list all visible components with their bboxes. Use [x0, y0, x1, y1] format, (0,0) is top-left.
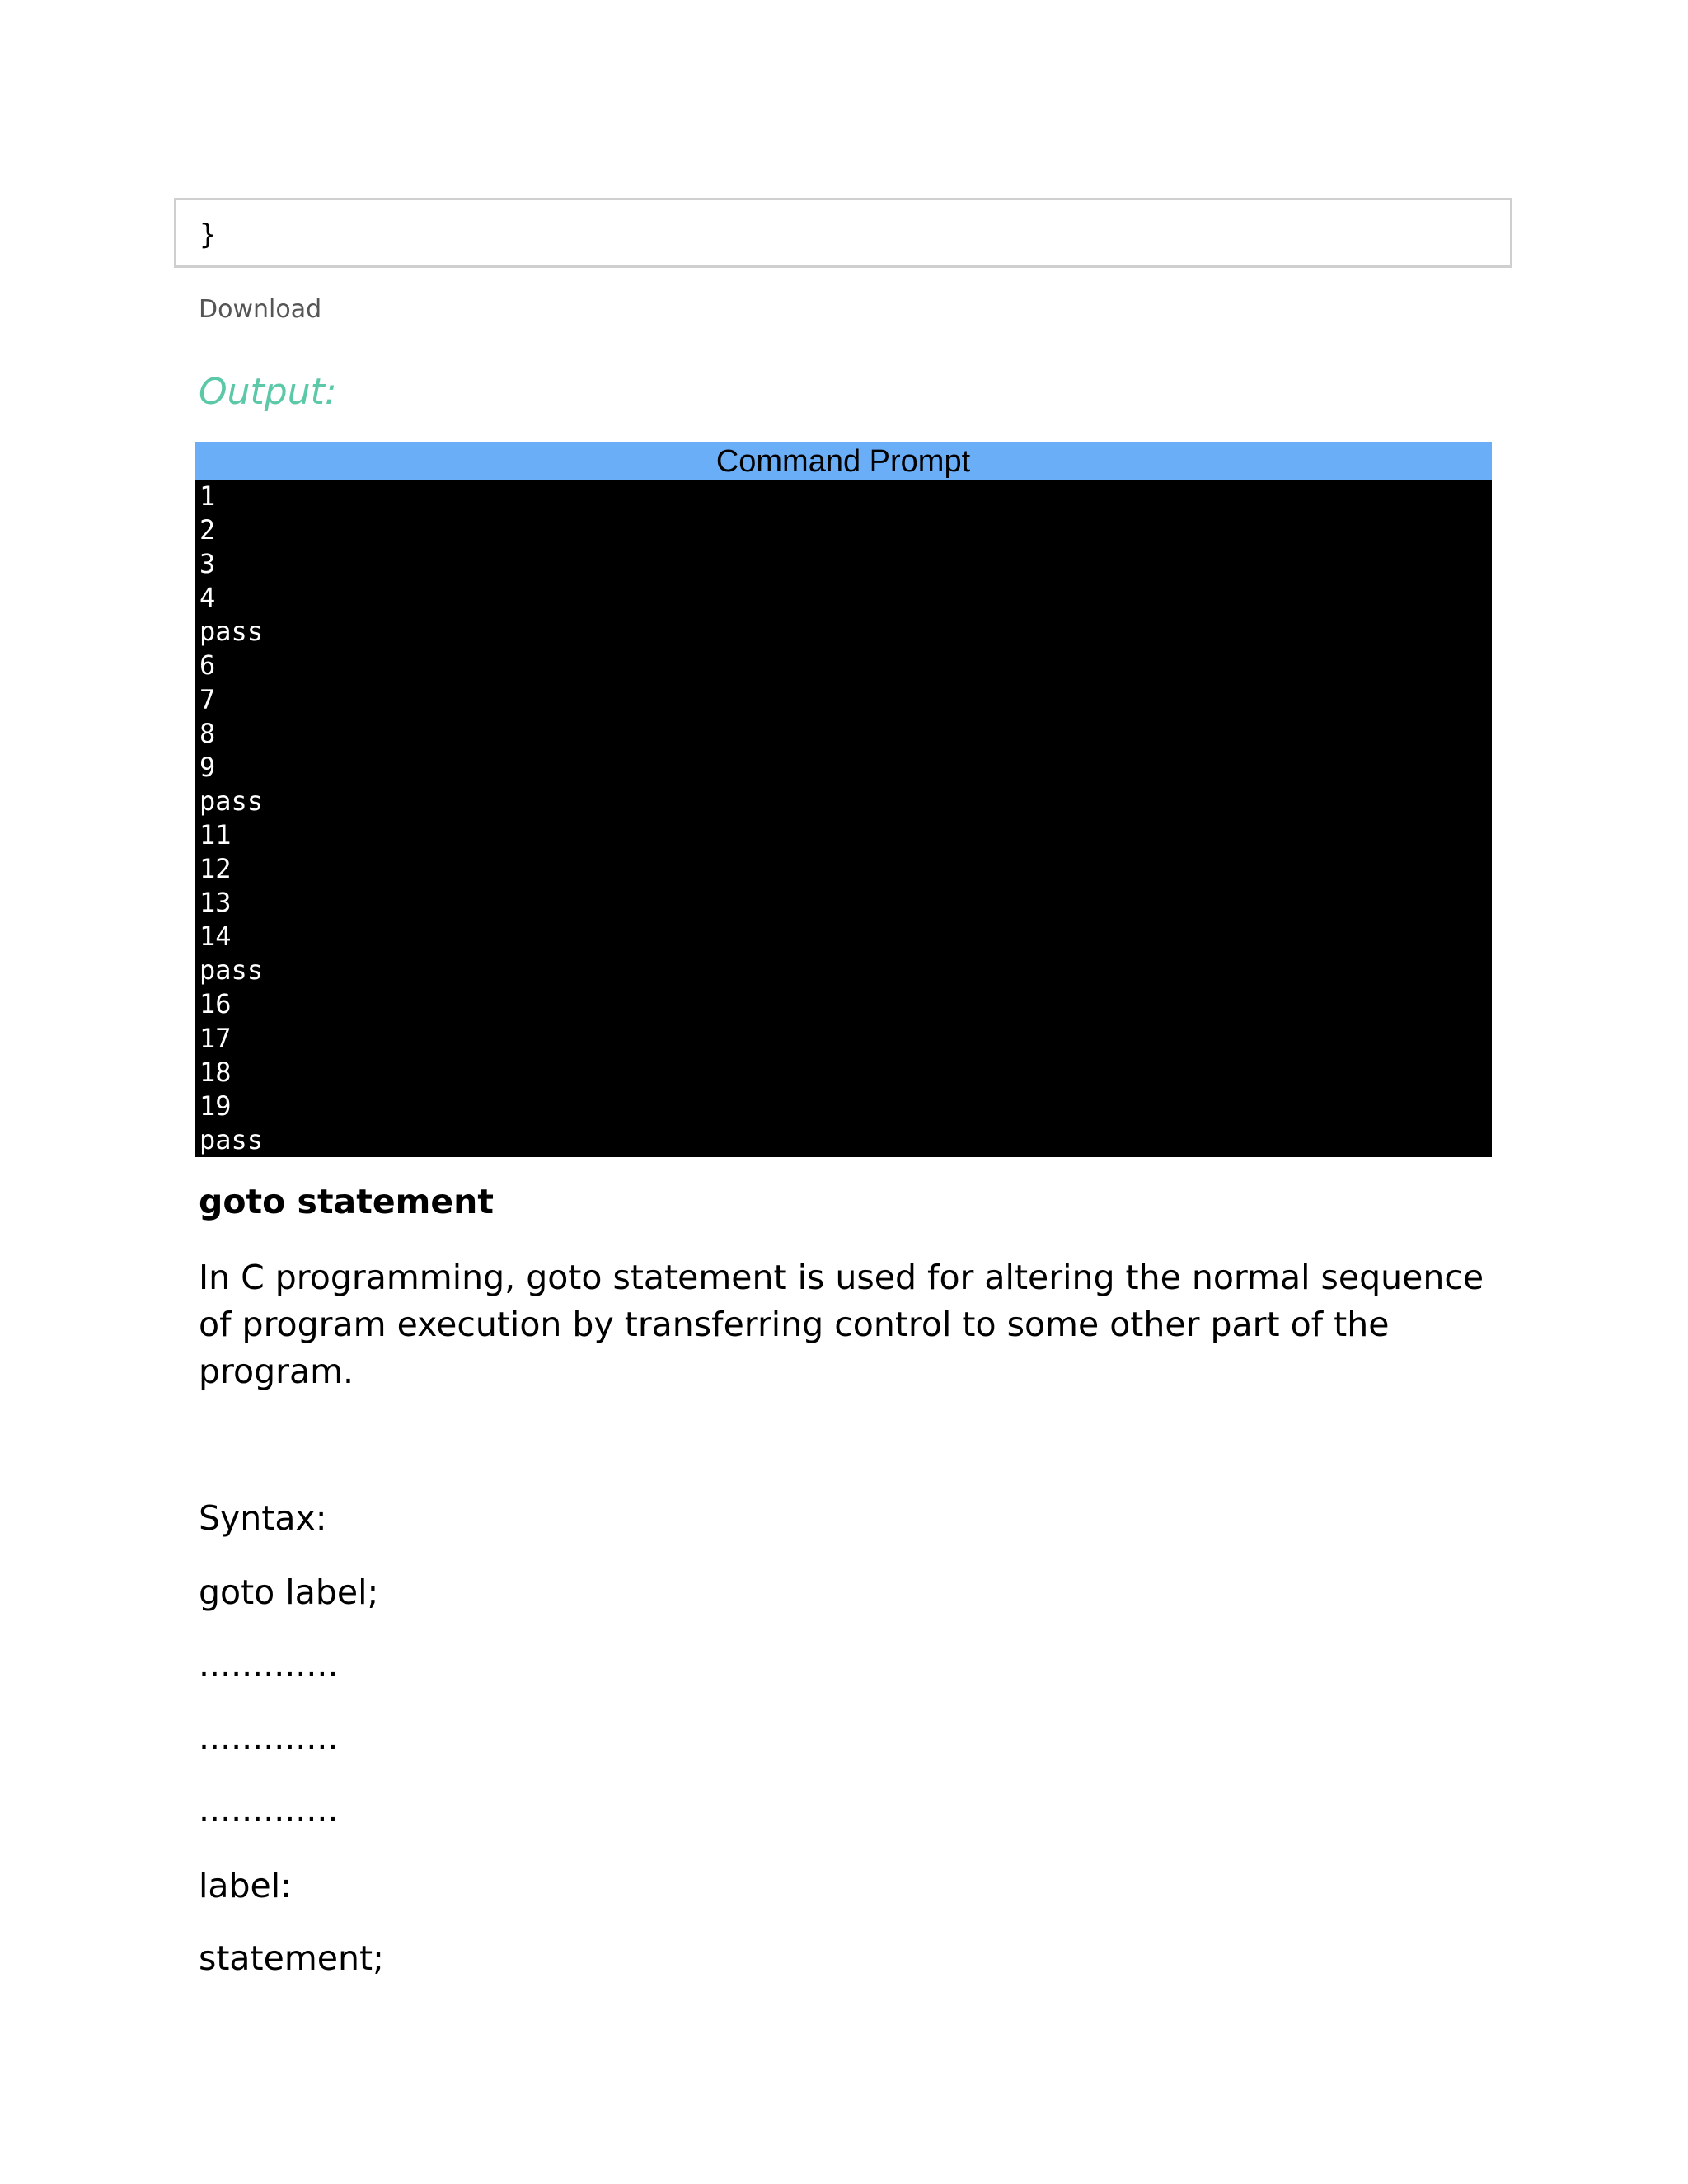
console-line: 14: [199, 921, 232, 953]
console-line: 11: [199, 818, 232, 851]
syntax-line: .............: [199, 1645, 339, 1685]
console-line: 8: [199, 717, 216, 749]
section-heading: goto statement: [199, 1182, 494, 1221]
code-snippet-box: [174, 198, 1512, 268]
console-line: pass: [199, 785, 264, 817]
console-line: 3: [199, 548, 216, 580]
console-line: 19: [199, 1090, 232, 1122]
command-prompt-window: [195, 442, 1492, 1157]
console-line: 2: [199, 514, 216, 546]
console-line: 16: [199, 988, 232, 1020]
console-output: [199, 480, 263, 1157]
console-line: 13: [199, 887, 232, 919]
command-prompt-titlebar: Command Prompt: [195, 442, 1492, 480]
syntax-line: .............: [199, 1790, 339, 1830]
console-line: pass: [199, 954, 264, 987]
section-paragraph: In C programming, goto statement is used for altering the normal sequence of program execution by transferring control to some other part of the program.: [199, 1258, 1484, 1391]
console-line: 6: [199, 649, 216, 682]
console-line: 18: [199, 1056, 232, 1088]
syntax-line: goto label;: [199, 1572, 379, 1612]
console-line: 7: [199, 683, 216, 715]
code-snippet-text: }: [199, 218, 217, 251]
console-line: 4: [199, 582, 216, 614]
console-line: 9: [199, 751, 216, 783]
syntax-line: statement;: [199, 1938, 384, 1978]
syntax-line: label:: [199, 1866, 292, 1905]
output-heading: Output:: [199, 371, 337, 413]
syntax-label: Syntax:: [199, 1498, 327, 1538]
console-line: 1: [199, 480, 216, 512]
syntax-line: .............: [199, 1718, 339, 1757]
console-line: 12: [199, 853, 232, 885]
download-link[interactable]: Download: [199, 295, 322, 324]
console-line: pass: [199, 1123, 264, 1155]
console-line: pass: [199, 616, 264, 648]
console-line: 17: [199, 1022, 232, 1054]
